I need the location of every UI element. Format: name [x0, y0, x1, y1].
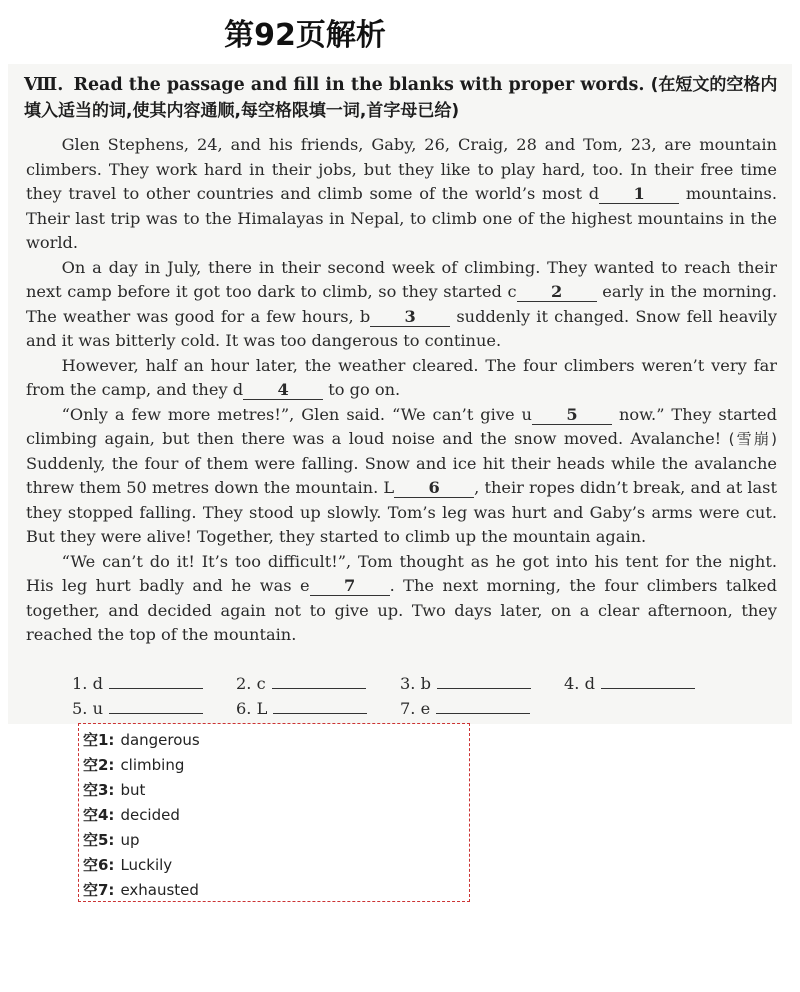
- p2-text-c: early in the morning. The weather was good for a few hours, b: [26, 282, 777, 326]
- answer-key-box: [78, 723, 470, 902]
- answer-lines-row-2: [72, 697, 772, 722]
- answer-line-1: 1. d: [72, 672, 236, 697]
- answer-line-3: 3. b: [400, 672, 564, 697]
- answer-5: 空5: up: [83, 831, 140, 849]
- p1-text-c: mountains. Their last trip was to the Himalayas in Nepal, to climb one of the highest mountains in the world.: [26, 184, 777, 252]
- p3-text-c: to go on.: [323, 380, 401, 399]
- exercise-heading: [24, 72, 784, 124]
- answer-line-5: 5. u: [72, 697, 236, 722]
- blank-1: 1: [599, 185, 679, 204]
- p4-text-a: “Only a few more metres!”, Glen said. “We can’t give u: [61, 404, 532, 424]
- paragraph-2: [26, 256, 777, 354]
- p2-text-d: suddenly it changed. Snow fell heavily and it was bitterly cold. It was too dangerous to continue.: [26, 306, 777, 350]
- blank-6: 6: [394, 479, 474, 498]
- blank-5: 5: [532, 406, 612, 425]
- avalanche-chinese-gloss: (雪崩): [728, 430, 777, 448]
- page-title: 第92页解析: [224, 18, 386, 53]
- answer-lines: [72, 672, 772, 721]
- answer-1: 空1: dangerous: [83, 731, 200, 749]
- exercise-number: Ⅷ.: [24, 75, 64, 95]
- blank-2: 2: [517, 283, 597, 302]
- instruction-chinese: (在短文的空格内填入适当的词,使其内容通顺,每空格限填一词,首字母已给): [24, 75, 778, 121]
- blank-7: 7: [310, 577, 390, 596]
- p4-text-c: now.” They started climbing again, but then there was a loud noise and the snow moved. Avalanche!: [26, 404, 778, 448]
- paragraph-4: [26, 403, 777, 550]
- answer-2: 空2: climbing: [83, 756, 185, 774]
- paragraph-3: [26, 354, 777, 403]
- answer-3: 空3: but: [83, 781, 146, 799]
- passage: [26, 133, 777, 648]
- answer-line-2: 2. c: [236, 672, 400, 697]
- answer-line-4: 4. d: [564, 672, 728, 697]
- answer-line-7: 7. e: [400, 697, 564, 722]
- p3-text-a: However, half an hour later, the weather cleared. The four climbers weren’t very far from the camp, and they d: [26, 355, 777, 399]
- instruction-english: Read the passage and fill in the blanks with proper words.: [73, 75, 645, 95]
- p5-text-c: . The next morning, the four climbers talked together, and decided again not to give up. Two days later, on a clear afternoon, they reached the top of the mountain.: [26, 576, 778, 644]
- answer-7: 空7: exhausted: [83, 881, 199, 899]
- answer-line-6: 6. L: [236, 697, 400, 722]
- answer-4: 空4: decided: [83, 806, 180, 824]
- paragraph-1: [26, 133, 777, 256]
- p4-text-e: , their ropes didn’t break, and at last they stopped falling. They stood up slowly. Tom’s leg was hurt and Gaby’s arms were cut. But they were alive! Together, they started to climb up the mountain again.: [26, 478, 777, 546]
- answer-lines-row-1: [72, 672, 772, 697]
- paragraph-5: [26, 550, 777, 648]
- p1-text-a: Glen Stephens, 24, and his friends, Gaby, 26, Craig, 28 and Tom, 23, are mountain climbers. They work hard in their jobs, but they like to play hard, too. In their free time they travel to other countries and climb some of the world’s most d: [26, 135, 777, 203]
- p4-text-d: Suddenly, the four of them were falling. Snow and ice hit their heads while the avalanche threw them 50 metres down the mountain. L: [26, 453, 777, 497]
- p2-text-a: On a day in July, there in their second week of climbing. They wanted to reach their next camp before it got too dark to climb, so they started c: [26, 257, 777, 301]
- p5-text-a: “We can’t do it! It’s too difficult!”, Tom thought as he got into his tent for the night. His leg hurt badly and he was e: [26, 551, 777, 595]
- blank-3: 3: [370, 308, 450, 327]
- answer-6: 空6: Luckily: [83, 856, 173, 874]
- blank-4: 4: [243, 381, 323, 400]
